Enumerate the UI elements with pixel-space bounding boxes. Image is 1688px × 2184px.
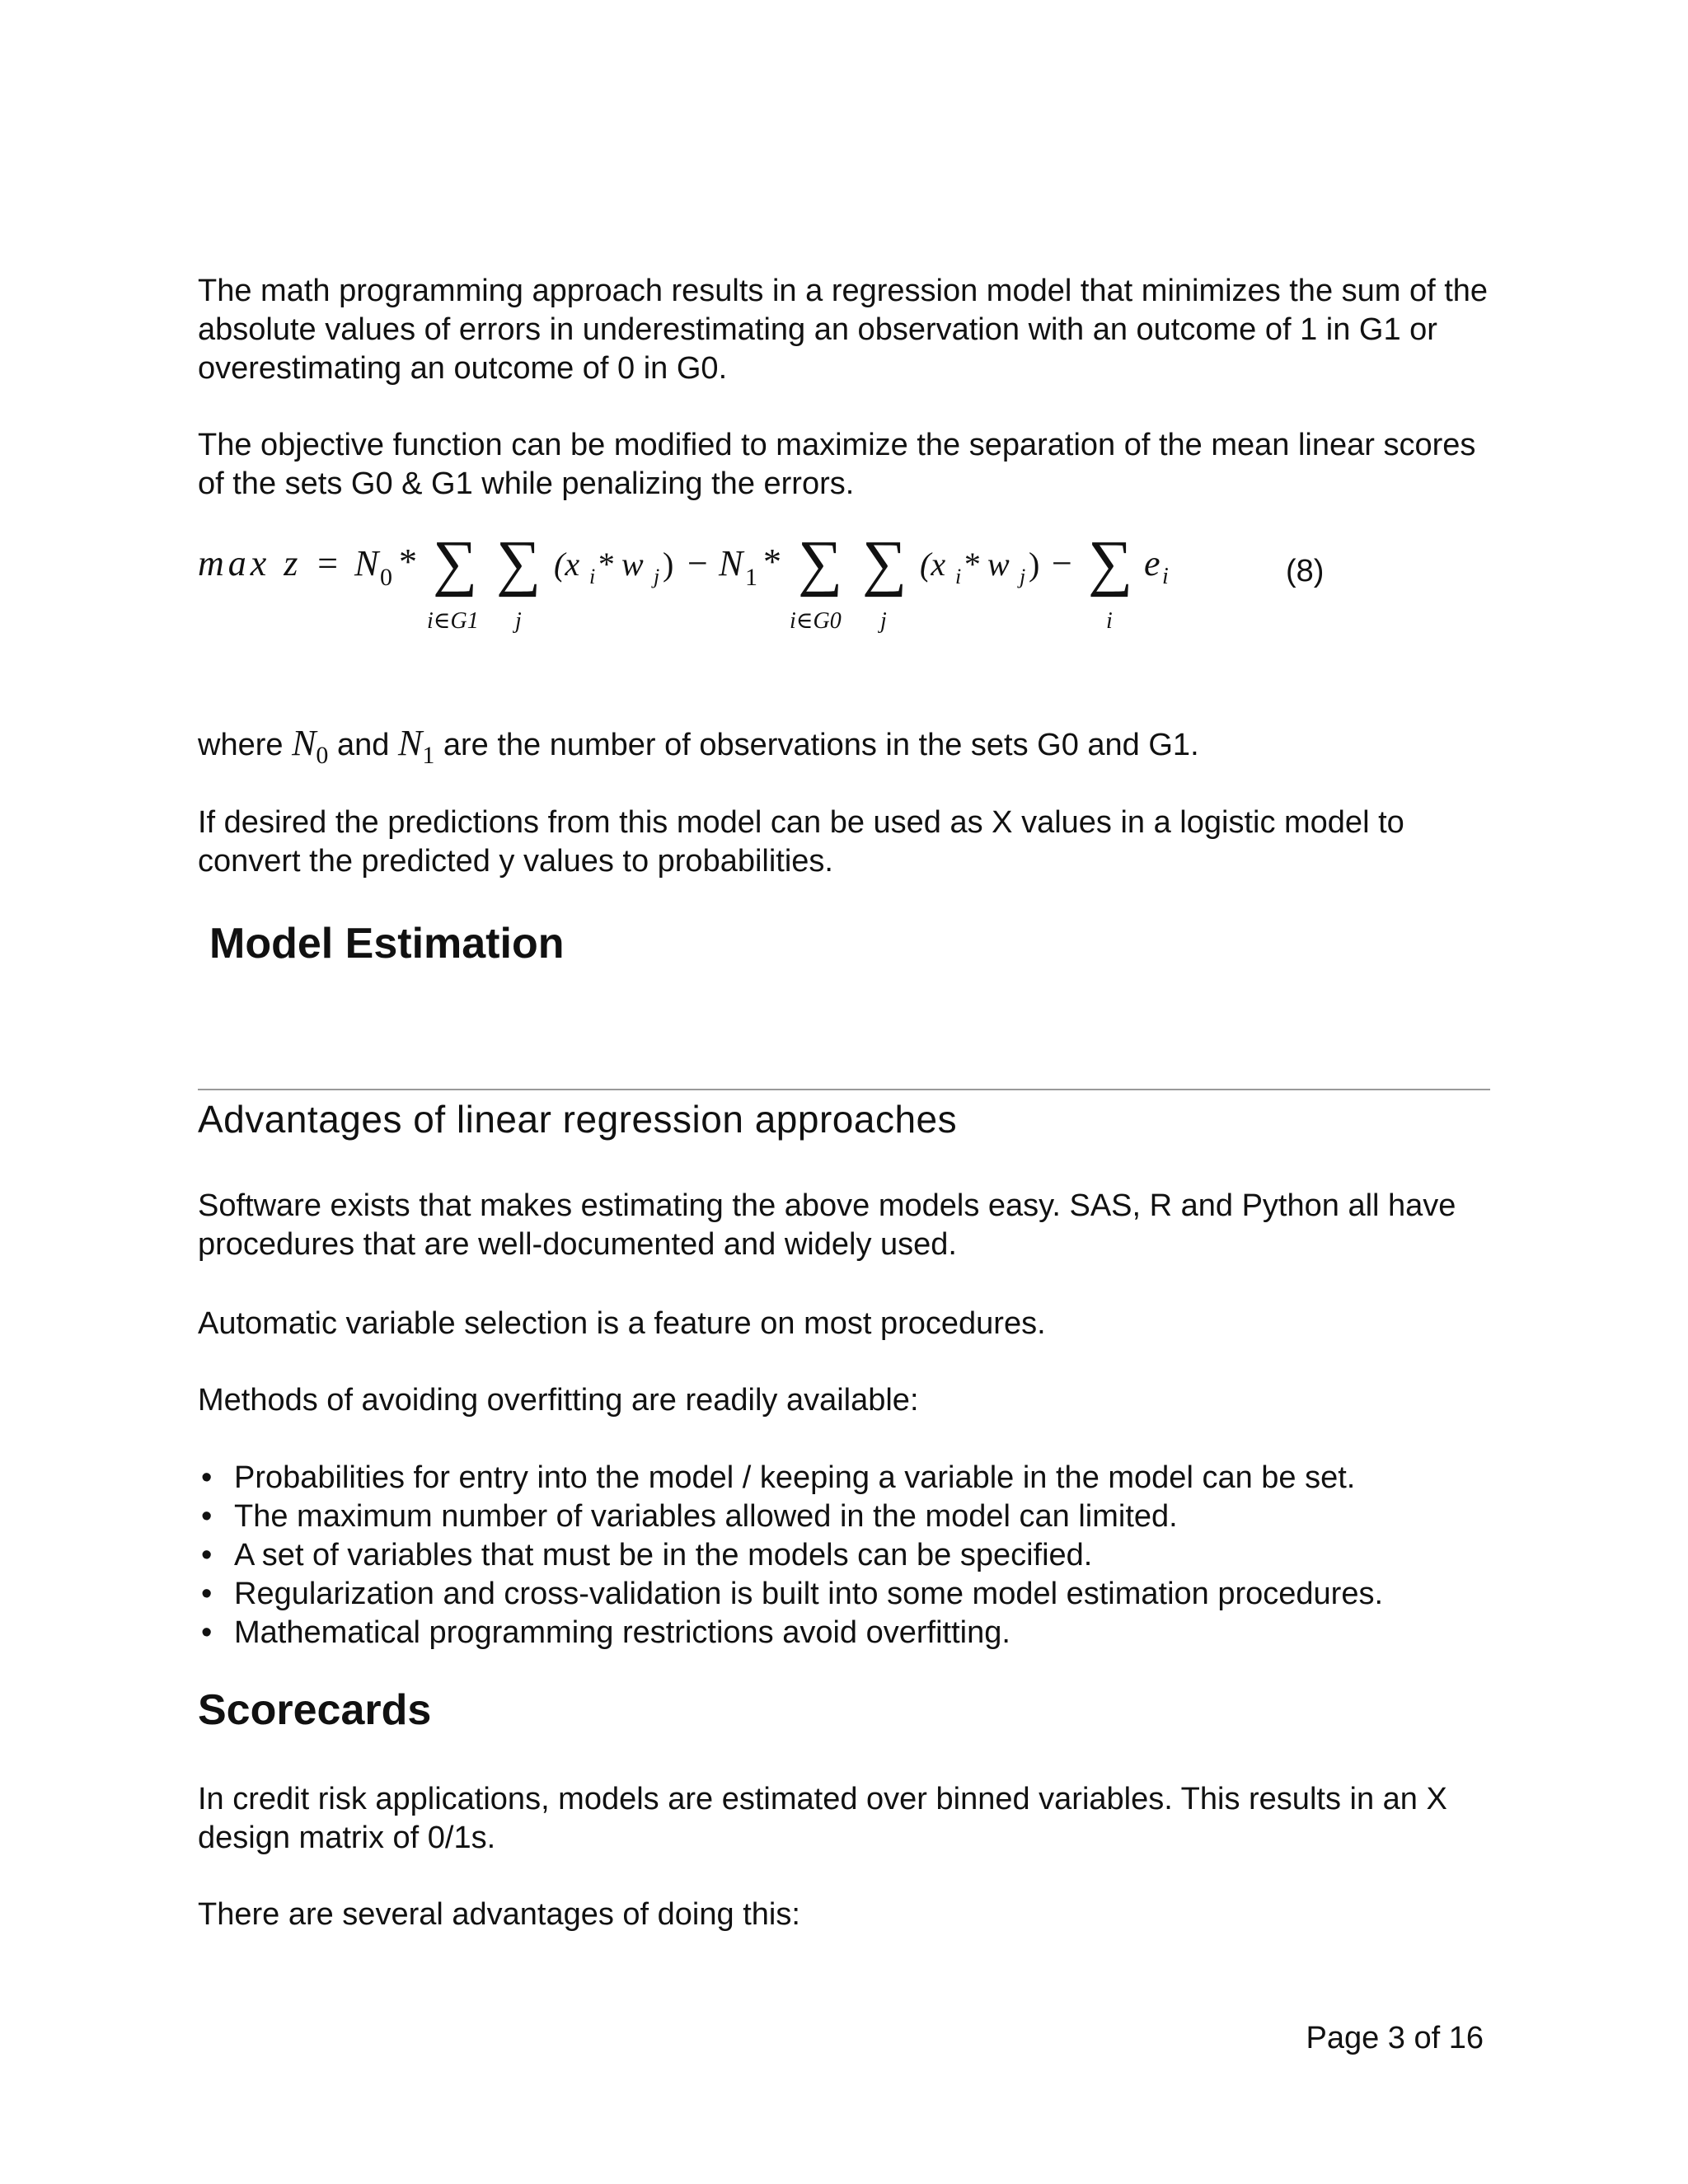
- equation-term-1-open: (x: [554, 546, 580, 583]
- inline-n1-base: N: [397, 723, 423, 763]
- where-suffix: are the number of observations in the sets G0 and G1.: [434, 728, 1199, 762]
- list-item-text: Mathematical programming restrictions avoid overfitting.: [234, 1615, 1010, 1650]
- bullet-marker: •: [201, 1615, 213, 1650]
- equation-sigma-5: ∑: [1088, 528, 1133, 598]
- equation-sub-i-g0: i∈G0: [790, 608, 842, 634]
- section-divider: [198, 1089, 1490, 1090]
- page-number: Page 3 of 16: [1306, 2021, 1484, 2055]
- equation-minus-2: −: [1052, 543, 1072, 583]
- bullet-marker: •: [201, 1460, 213, 1495]
- inline-n0: [292, 723, 329, 769]
- bullet-marker: •: [201, 1538, 213, 1572]
- inline-n0-base: N: [292, 723, 316, 763]
- inline-n1-sub: 1: [422, 741, 435, 769]
- equation-term-2-i: i: [955, 565, 962, 588]
- equation-lhs: max z =: [198, 543, 345, 583]
- paragraph-software: Software exists that makes estimating the above models easy. SAS, R and Python all have procedures that are well-documented and widely used.: [198, 1188, 1456, 1262]
- list-item-text: Regularization and cross-validation is built into some model estimation procedures.: [234, 1577, 1384, 1611]
- paragraph-credit-risk: In credit risk applications, models are estimated over binned variables. This results in an X design matrix of 0/1s.: [198, 1782, 1447, 1855]
- equation-e-sub: i: [1162, 564, 1169, 589]
- paragraph-math-programming: The math programming approach results in a regression model that minimizes the sum of the absolute values of errors in underestimating an observation with an outcome of 1 in G1 or overestimating an outcome of 0 in G0.: [198, 274, 1489, 386]
- equation-term-2-j: j: [1020, 565, 1026, 588]
- overfitting-methods-list: [198, 1459, 1517, 1652]
- equation-term-1-close: ): [663, 546, 674, 583]
- paragraph-variable-selection: Automatic variable selection is a feature on most procedures.: [198, 1306, 1046, 1341]
- list-item: [198, 1459, 1517, 1497]
- equation-n0: N: [354, 543, 379, 583]
- list-item: [198, 1614, 1517, 1652]
- equation-8: [198, 528, 1352, 651]
- equation-term-2-mid: * w: [963, 546, 1010, 583]
- equation-term-1-j: j: [654, 565, 660, 588]
- equation-term-2-open: (x: [920, 546, 946, 583]
- list-item: [198, 1575, 1517, 1614]
- paragraph-where: [198, 724, 1496, 775]
- equation-sub-i-g1: i∈G1: [427, 608, 479, 634]
- equation-sub-j-1: j: [515, 608, 522, 634]
- equation-n1-sub: 1: [745, 564, 757, 591]
- list-item: [198, 1497, 1517, 1536]
- list-item-text: A set of variables that must be in the models can be specified.: [234, 1538, 1093, 1572]
- equation-number: (8): [1286, 554, 1325, 588]
- equation-term-1-i: i: [589, 565, 596, 588]
- where-prefix: where: [198, 728, 293, 762]
- list-item: [198, 1536, 1517, 1575]
- equation-star-1: *: [399, 541, 417, 582]
- heading-advantages: Advantages of linear regression approaches: [198, 1098, 958, 1141]
- paragraph-overfitting: Methods of avoiding overfitting are readily available:: [198, 1383, 919, 1418]
- equation-sigma-3: ∑: [798, 528, 843, 598]
- equation-sigma-2: ∑: [496, 528, 542, 598]
- equation-sigma-4: ∑: [862, 528, 907, 598]
- paragraph-objective-function: The objective function can be modified to maximize the separation of the mean linear scores of the sets G0 & G1 while penalizing the errors.: [198, 428, 1476, 501]
- inline-n0-sub: 0: [316, 741, 329, 769]
- heading-model-estimation: Model Estimation: [209, 920, 565, 968]
- equation-minus-1: −: [687, 543, 708, 583]
- equation-sub-j-2: j: [880, 608, 887, 634]
- equation-star-2: *: [763, 541, 781, 582]
- equation-n0-sub: 0: [380, 564, 392, 591]
- equation-n1: N: [719, 543, 743, 583]
- bullet-marker: •: [201, 1499, 213, 1534]
- equation-term-2-close: ): [1029, 546, 1040, 583]
- equation-e: e: [1144, 543, 1160, 583]
- heading-scorecards: Scorecards: [198, 1686, 432, 1734]
- inline-n1: [397, 723, 435, 769]
- bullet-marker: •: [201, 1577, 213, 1611]
- equation-term-1-mid: * w: [597, 546, 644, 583]
- equation-sigma-1: ∑: [433, 528, 478, 598]
- equation-graphic: [198, 528, 1352, 651]
- list-item-text: Probabilities for entry into the model / keeping a variable in the model can be set.: [234, 1460, 1356, 1495]
- paragraph-logistic: If desired the predictions from this model can be used as X values in a logistic model to convert the predicted y values to probabilities.: [198, 805, 1404, 879]
- paragraph-advantages-intro: There are several advantages of doing this:: [198, 1897, 800, 1932]
- where-and: and: [328, 728, 398, 762]
- equation-sub-i: i: [1106, 608, 1113, 634]
- list-item-text: The maximum number of variables allowed in the model can limited.: [234, 1499, 1178, 1534]
